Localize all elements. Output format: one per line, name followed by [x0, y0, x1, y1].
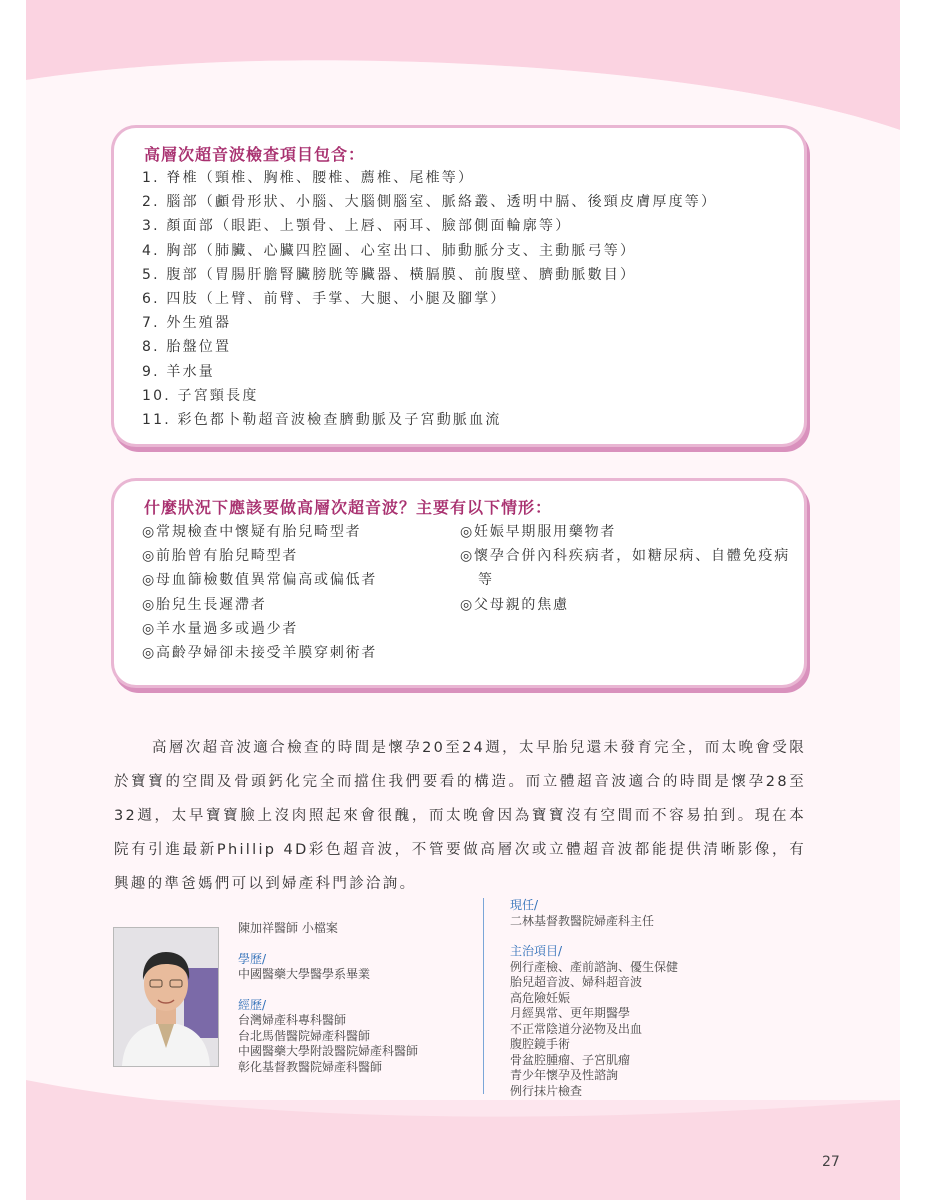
body-paragraph: 高層次超音波適合檢查的時間是懷孕20至24週，太早胎兒還未發育完全，而太晚會受限於寶寶的空間及骨頭鈣化完全而擋住我們要看的構造。而立體超音波適合的時間是懷孕28至32週，太早寶寶臉上沒肉照起來會很醜，而太晚會因為寶寶沒有空間而不容易拍到。現在本院有引進最新Phillip 4D彩色超音波，不管要做高層次或立體超音波都能提供清晰影像，有興趣的準爸媽們可以到婦產科門診洽詢。 [114, 739, 806, 892]
list-item: ◎高齡孕婦卻未接受羊膜穿刺術者 [142, 645, 378, 662]
education-heading: 學歷/ [238, 951, 267, 966]
list-item: ◎懷孕合併內科疾病者，如糖尿病、自體免疫病等 [460, 548, 791, 589]
specialty-item: 高危險妊娠 [510, 990, 571, 1005]
indications-title: 什麼狀況下應該要做高層次超音波？主要有以下情形： [144, 498, 553, 517]
bottom-wave-decoration [26, 1080, 900, 1200]
list-item: 11. 彩色都卜勒超音波檢查臍動脈及子宮動脈血流 [142, 411, 502, 428]
education-item: 中國醫藥大學醫學系畢業 [238, 967, 371, 981]
exam-items-box [114, 128, 804, 444]
specialty-item: 不正常陰道分泌物及出血 [510, 1021, 643, 1036]
list-item: 2. 腦部（顱骨形狀、小腦、大腦側腦室、脈絡叢、透明中膈、後頸皮膚厚度等） [142, 194, 718, 211]
doctor-portrait-photo [113, 927, 219, 1067]
list-item: 6. 四肢（上臂、前臂、手掌、大腿、小腿及腳掌） [142, 290, 507, 307]
top-wave-decoration [26, 0, 900, 130]
list-item: 4. 胸部（肺臟、心臟四腔圖、心室出口、肺動脈分支、主動脈弓等） [142, 242, 637, 259]
list-item: ◎母血篩檢數值異常偏高或偏低者 [142, 572, 378, 589]
list-item: 5. 腹部（胃腸肝膽腎臟膀胱等臟器、橫膈膜、前腹壁、臍動脈數目） [142, 266, 637, 283]
experience-item: 台北馬偕醫院婦產科醫師 [238, 1028, 371, 1043]
specialty-item: 青少年懷孕及性諮詢 [510, 1068, 619, 1082]
list-item: ◎羊水量過多或過少者 [142, 620, 299, 637]
specialty-item: 月經異常、更年期醫學 [510, 1006, 631, 1020]
list-item: 8. 胎盤位置 [142, 339, 232, 356]
list-item: 3. 顏面部（眼距、上顎骨、上唇、兩耳、臉部側面輪廓等） [142, 218, 572, 235]
current-position-heading: 現任/ [510, 898, 539, 912]
specialty-heading: 主治項目/ [510, 944, 563, 958]
list-item: ◎父母親的焦慮 [460, 596, 569, 613]
experience-heading: 經歷/ [238, 997, 267, 1012]
list-item: 10. 子宮頸長度 [142, 387, 259, 404]
page-number: 27 [822, 1154, 840, 1170]
profile-left-column [238, 921, 478, 1075]
current-position-item: 二林基督教醫院婦產科主任 [510, 913, 655, 928]
list-item: 7. 外生殖器 [142, 315, 232, 332]
list-item: 9. 羊水量 [142, 363, 216, 380]
list-item: ◎胎兒生長遲滯者 [142, 596, 267, 613]
indications-right-column [460, 520, 790, 665]
indications-columns [142, 520, 804, 665]
specialty-item: 例行抹片檢查 [510, 1083, 583, 1098]
specialty-item: 胎兒超音波、婦科超音波 [510, 975, 643, 989]
indications-left-column [142, 520, 460, 665]
list-item: ◎妊娠早期服用藥物者 [460, 524, 617, 540]
profile-name: 陳加祥醫師 小檔案 [238, 921, 338, 935]
experience-item: 台灣婦產科專科醫師 [238, 1013, 347, 1027]
profile-divider [483, 898, 484, 1094]
profile-right-column [510, 898, 750, 1099]
indications-box [114, 481, 804, 685]
exam-items-list [142, 166, 804, 432]
experience-item: 彰化基督教醫院婦產科醫師 [238, 1059, 383, 1074]
list-item: ◎常規檢查中懷疑有胎兒畸型者 [142, 524, 362, 540]
experience-item: 中國醫藥大學附設醫院婦產科醫師 [238, 1044, 419, 1058]
specialty-item: 腹腔鏡手術 [510, 1037, 571, 1051]
list-item: ◎前胎曾有胎兒畸型者 [142, 548, 299, 565]
exam-items-title: 高層次超音波檢查項目包含： [144, 145, 366, 164]
list-item: 1. 脊椎（頸椎、胸椎、腰椎、薦椎、尾椎等） [142, 170, 475, 186]
specialty-item: 例行產檢、產前諮詢、優生保健 [510, 959, 679, 974]
specialty-item: 骨盆腔腫瘤、子宮肌瘤 [510, 1052, 631, 1067]
